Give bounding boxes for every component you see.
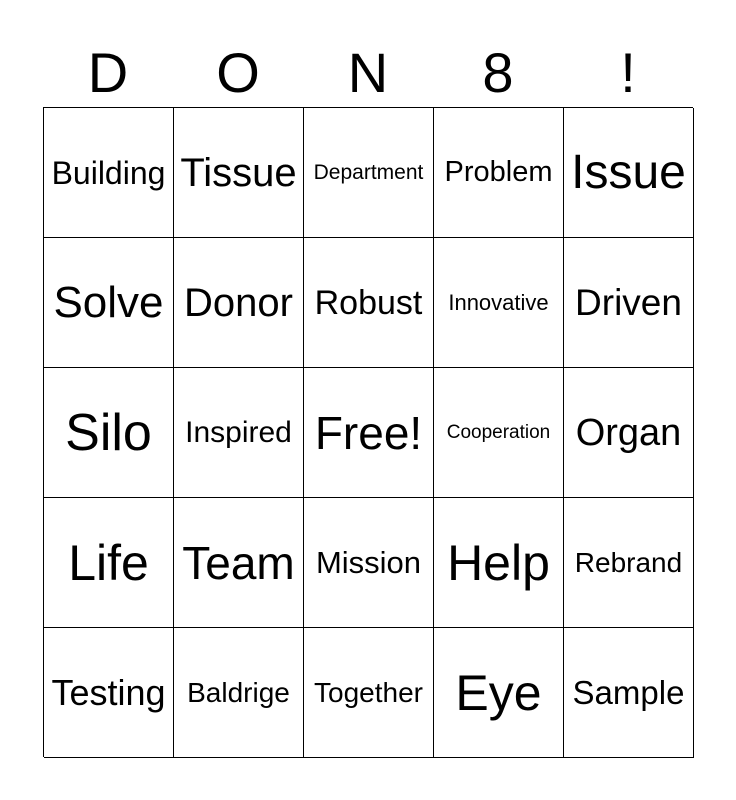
bingo-cell[interactable]: Mission — [304, 498, 434, 628]
bingo-cell[interactable]: Problem — [434, 108, 564, 238]
bingo-cell[interactable]: Inspired — [174, 368, 304, 498]
bingo-cell[interactable]: Building — [44, 108, 174, 238]
bingo-cell[interactable]: Department — [304, 108, 434, 238]
bingo-cell[interactable]: Help — [434, 498, 564, 628]
bingo-cell[interactable]: Issue — [564, 108, 694, 238]
bingo-cell[interactable]: Robust — [304, 238, 434, 368]
bingo-cell[interactable]: Innovative — [434, 238, 564, 368]
bingo-cell[interactable]: Cooperation — [434, 368, 564, 498]
bingo-cell[interactable]: Rebrand — [564, 498, 694, 628]
bingo-cell[interactable]: Donor — [174, 238, 304, 368]
bingo-cell[interactable]: Eye — [434, 628, 564, 758]
bingo-cell[interactable]: Baldrige — [174, 628, 304, 758]
bingo-cell[interactable]: Life — [44, 498, 174, 628]
bingo-cell[interactable]: Organ — [564, 368, 694, 498]
bingo-cell[interactable]: Together — [304, 628, 434, 758]
bingo-cell[interactable]: Tissue — [174, 108, 304, 238]
header-letter-8: 8 — [482, 41, 514, 104]
bingo-cell[interactable]: Testing — [44, 628, 174, 758]
header-letter-exclamation: ! — [620, 41, 636, 104]
bingo-header — [43, 40, 693, 106]
bingo-board — [43, 107, 693, 757]
bingo-cell[interactable]: Sample — [564, 628, 694, 758]
bingo-cell[interactable]: Team — [174, 498, 304, 628]
bingo-cell[interactable]: Driven — [564, 238, 694, 368]
header-letter-o: O — [216, 41, 260, 104]
bingo-cell[interactable]: Free! — [304, 368, 434, 498]
bingo-cell[interactable]: Solve — [44, 238, 174, 368]
header-letter-d: D — [87, 41, 129, 104]
header-letter-n: N — [347, 41, 389, 104]
bingo-cell[interactable]: Silo — [44, 368, 174, 498]
